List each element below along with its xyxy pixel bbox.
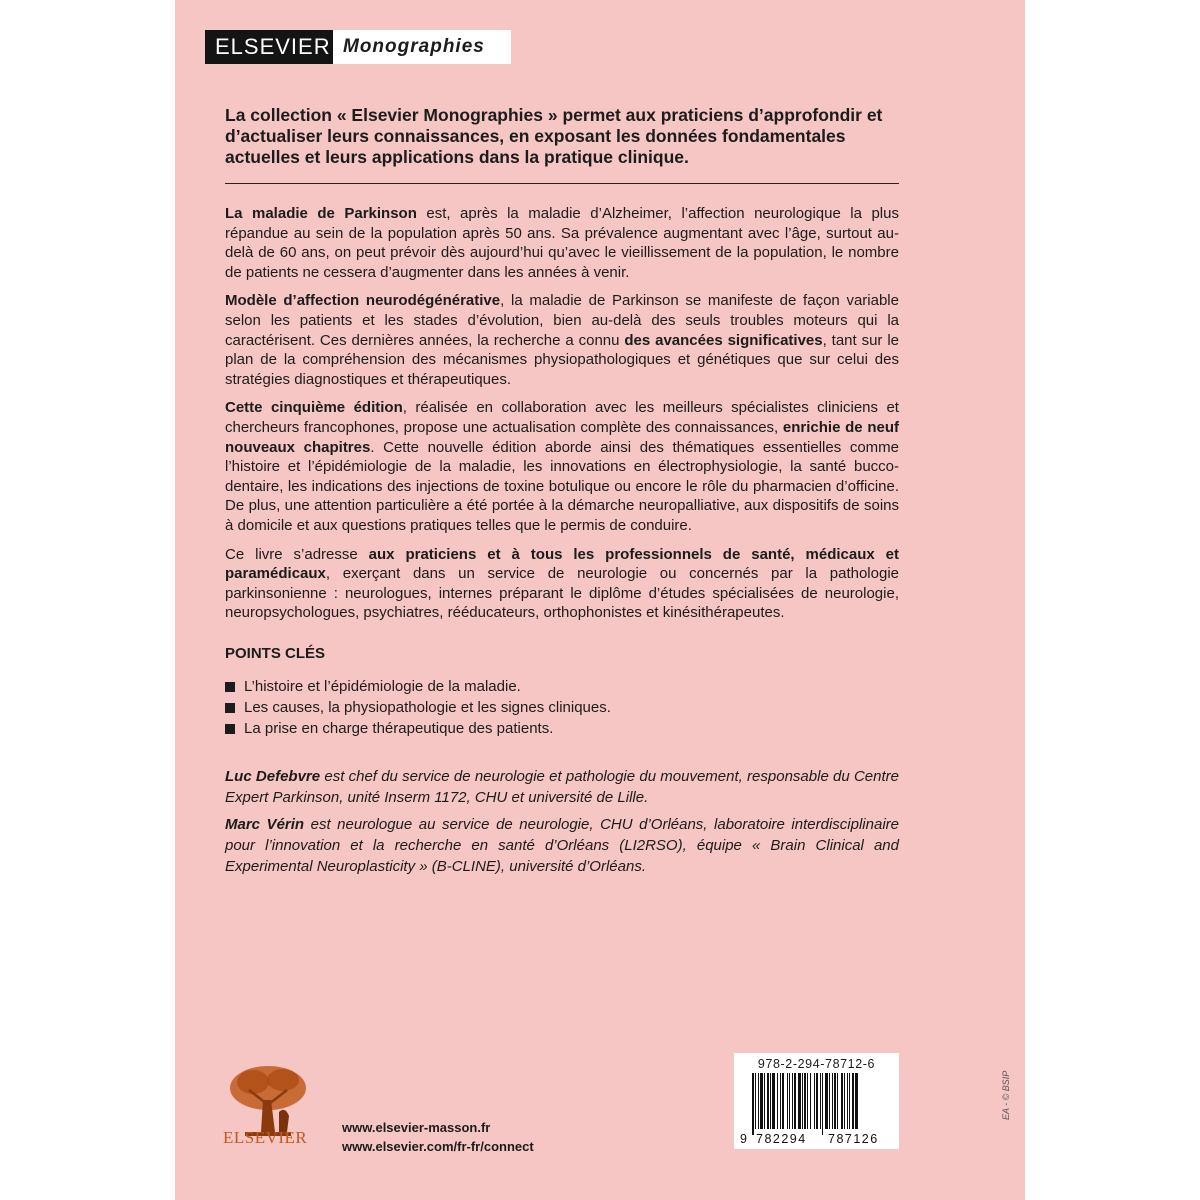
author-1-bio: est chef du service de neurologie et pathologie du mouvement, responsable du Centre Expert Parkinson, unité Inserm 1172, CHU et université de Lille. — [225, 768, 899, 806]
paragraph-4-text-2: , exerçant dans un service de neurologie ou concernés par la pathologie parkinsonienne : neurologues, internes préparant le diplôme d’études spécialisées de neurologie, neuropsychologues, psychiatres, rééducateurs, orthophonistes et kinésithérapeutes. — [225, 565, 899, 622]
author-2-name: Marc Vérin — [225, 816, 305, 833]
paragraph-3-emphasis: Cette cinquième édition — [225, 399, 403, 417]
paragraph-3-text-2: . Cette nouvelle édition aborde ainsi des thématiques essentielles comme l’histoire et l’épidémiologie de la maladie, les innovations en électrophysiologie, la santé bucco-dentaire, les indications des injections de toxine botulique ou encore le rôle du pharmacien d’officine. De plus, une attention particulière a été portée à la démarche neuropalliative, aux dispositifs de soins à domicile et aux questions pratiques telles que le permis de conduire. — [225, 438, 899, 534]
list-item — [225, 697, 905, 718]
barcode-bar — [816, 1073, 818, 1129]
publisher-urls — [342, 1118, 534, 1156]
paragraph-2-emphasis: Modèle d’affection neurodégénérative — [225, 292, 501, 310]
barcode-bar — [802, 1073, 803, 1129]
barcode-bar — [834, 1073, 836, 1129]
barcode-bar — [772, 1073, 775, 1129]
list-item — [225, 718, 905, 739]
ean-right-group: 787126 — [828, 1132, 879, 1145]
barcode-bar — [832, 1073, 833, 1129]
key-points-title: POINTS CLÉS — [225, 645, 326, 662]
collection-intro: La collection « Elsevier Monographies » permet aux praticiens d’approfondir et d’actualiser leurs connaissances, en exposant les données fondamentales actuelles et leurs applications dans la pratique clinique. — [225, 105, 883, 167]
barcode-bar — [767, 1073, 769, 1129]
collection-label: Monographies — [333, 30, 511, 64]
barcode-bar — [764, 1073, 765, 1129]
back-cover — [175, 0, 1025, 1200]
list-item-text: Les causes, la physiopathologie et les signes cliniques. — [244, 699, 611, 716]
barcode-bar — [798, 1073, 801, 1129]
paragraph-1-emphasis: La maladie de Parkinson — [225, 205, 417, 222]
paragraph-4-text: Ce livre s’adresse — [225, 545, 369, 563]
barcode-bar — [810, 1073, 811, 1129]
paragraph-3-text: , réalisée en collaboration avec les meilleurs spécialistes cliniciens et chercheurs francophones, propose une actualisation complète des connaissances, — [225, 399, 899, 436]
list-item-text: L’histoire et l’épidémiologie de la maladie. — [244, 678, 521, 695]
isbn-number: 978-2-294-78712-6 — [757, 1057, 876, 1071]
author-2-bio: est neurologue au service de neurologie, CHU d’Orléans, laboratoire interdisciplinaire pour l’innovation et la recherche en santé d’Orléans (LI2RSO), équipe « Brain Clinical and Experimental Neuroplasticity » (B-CLINE), université d’Orléans. — [225, 816, 899, 875]
barcode-bar — [829, 1073, 830, 1129]
barcode-bar — [777, 1073, 778, 1129]
paragraph-2 — [225, 291, 899, 389]
description — [225, 204, 899, 632]
paragraph-2-text-2: , tant sur le plan de la compréhension des mécanismes physiopathologiques et génétiques que sur celui des stratégies diagnostiques et thérapeutiques. — [225, 331, 899, 388]
collection-brand — [205, 30, 511, 64]
paragraph-3 — [225, 398, 899, 535]
authors-section — [225, 766, 899, 883]
isbn-barcode — [734, 1053, 899, 1149]
divider — [225, 183, 899, 184]
paragraph-3-emphasis-2: enrichie de neuf nouveaux chapitres — [225, 418, 899, 456]
barcode-bar — [820, 1073, 821, 1129]
bullet-square-icon — [225, 703, 235, 713]
bullet-square-icon — [225, 682, 235, 692]
barcode-bar — [849, 1073, 850, 1129]
ean-left-group: 782294 — [756, 1132, 807, 1145]
website-link[interactable]: www.elsevier-masson.fr — [342, 1120, 491, 1135]
barcode-bar — [825, 1073, 828, 1129]
barcode-bar — [780, 1073, 781, 1129]
barcode-bar — [792, 1073, 793, 1129]
barcode-bar — [807, 1073, 808, 1129]
barcode-bar — [804, 1073, 806, 1129]
author-2 — [225, 814, 899, 877]
barcode-bar — [822, 1073, 823, 1135]
barcode-bar — [852, 1073, 854, 1129]
paragraph-1 — [225, 204, 899, 282]
barcode-bar — [844, 1073, 845, 1129]
ean-first-digit: 9 — [740, 1132, 747, 1145]
paragraph-4 — [225, 545, 899, 623]
paragraph-1-text: est, après la maladie d’Alzheimer, l’affection neurologique la plus répandue au sein de la population après 50 ans. Sa prévalence augmentant avec l’âge, surtout au-delà de 60 ans, on peut prévoir dès aujourd’hui qu’avec le vieillissement de la population, le nombre de patients ne cessera d’augmenter dans les années à venir. — [225, 205, 899, 281]
barcode-bar — [770, 1073, 771, 1129]
barcode-bar — [782, 1073, 784, 1129]
barcode-bar — [837, 1073, 838, 1129]
barcode-bar — [855, 1073, 858, 1129]
barcode-bar — [794, 1073, 796, 1129]
list-item-text: La prise en charge thérapeutique des patients. — [244, 720, 554, 737]
barcode-bar — [758, 1073, 759, 1129]
barcode-bar — [755, 1073, 756, 1129]
barcode-bar — [841, 1073, 843, 1129]
key-points-list — [225, 676, 905, 739]
photo-credit: EA - © BSIP — [1001, 1070, 1011, 1120]
publisher-logo-wordmark: ELSEVIER — [223, 1128, 308, 1147]
bullet-square-icon — [225, 724, 235, 734]
paragraph-2-emphasis-2: des avancées significatives — [624, 331, 823, 349]
website-link-connect[interactable]: www.elsevier.com/fr-fr/connect — [342, 1139, 534, 1154]
barcode-bar — [787, 1073, 788, 1129]
barcode-bar — [789, 1073, 790, 1129]
publisher-label: ELSEVIER — [205, 30, 333, 64]
paragraph-2-text: , la maladie de Parkinson se manifeste de façon variable selon les patients et les stades d’évolution, bien au-delà des seuls troubles moteurs qui la caractérisent. Ces dernières années, la recherche a connu — [225, 292, 899, 349]
author-1-name: Luc Defebvre — [225, 768, 321, 785]
barcode-bar — [814, 1073, 815, 1129]
paragraph-4-emphasis: aux praticiens et à tous les professionnels de santé, médicaux et paramédicaux — [225, 545, 899, 583]
barcode-bar — [752, 1073, 754, 1135]
author-1 — [225, 766, 899, 808]
barcode-bars — [734, 1053, 899, 1145]
barcode-bar — [760, 1073, 763, 1129]
barcode-bar — [847, 1073, 848, 1129]
list-item — [225, 676, 905, 697]
